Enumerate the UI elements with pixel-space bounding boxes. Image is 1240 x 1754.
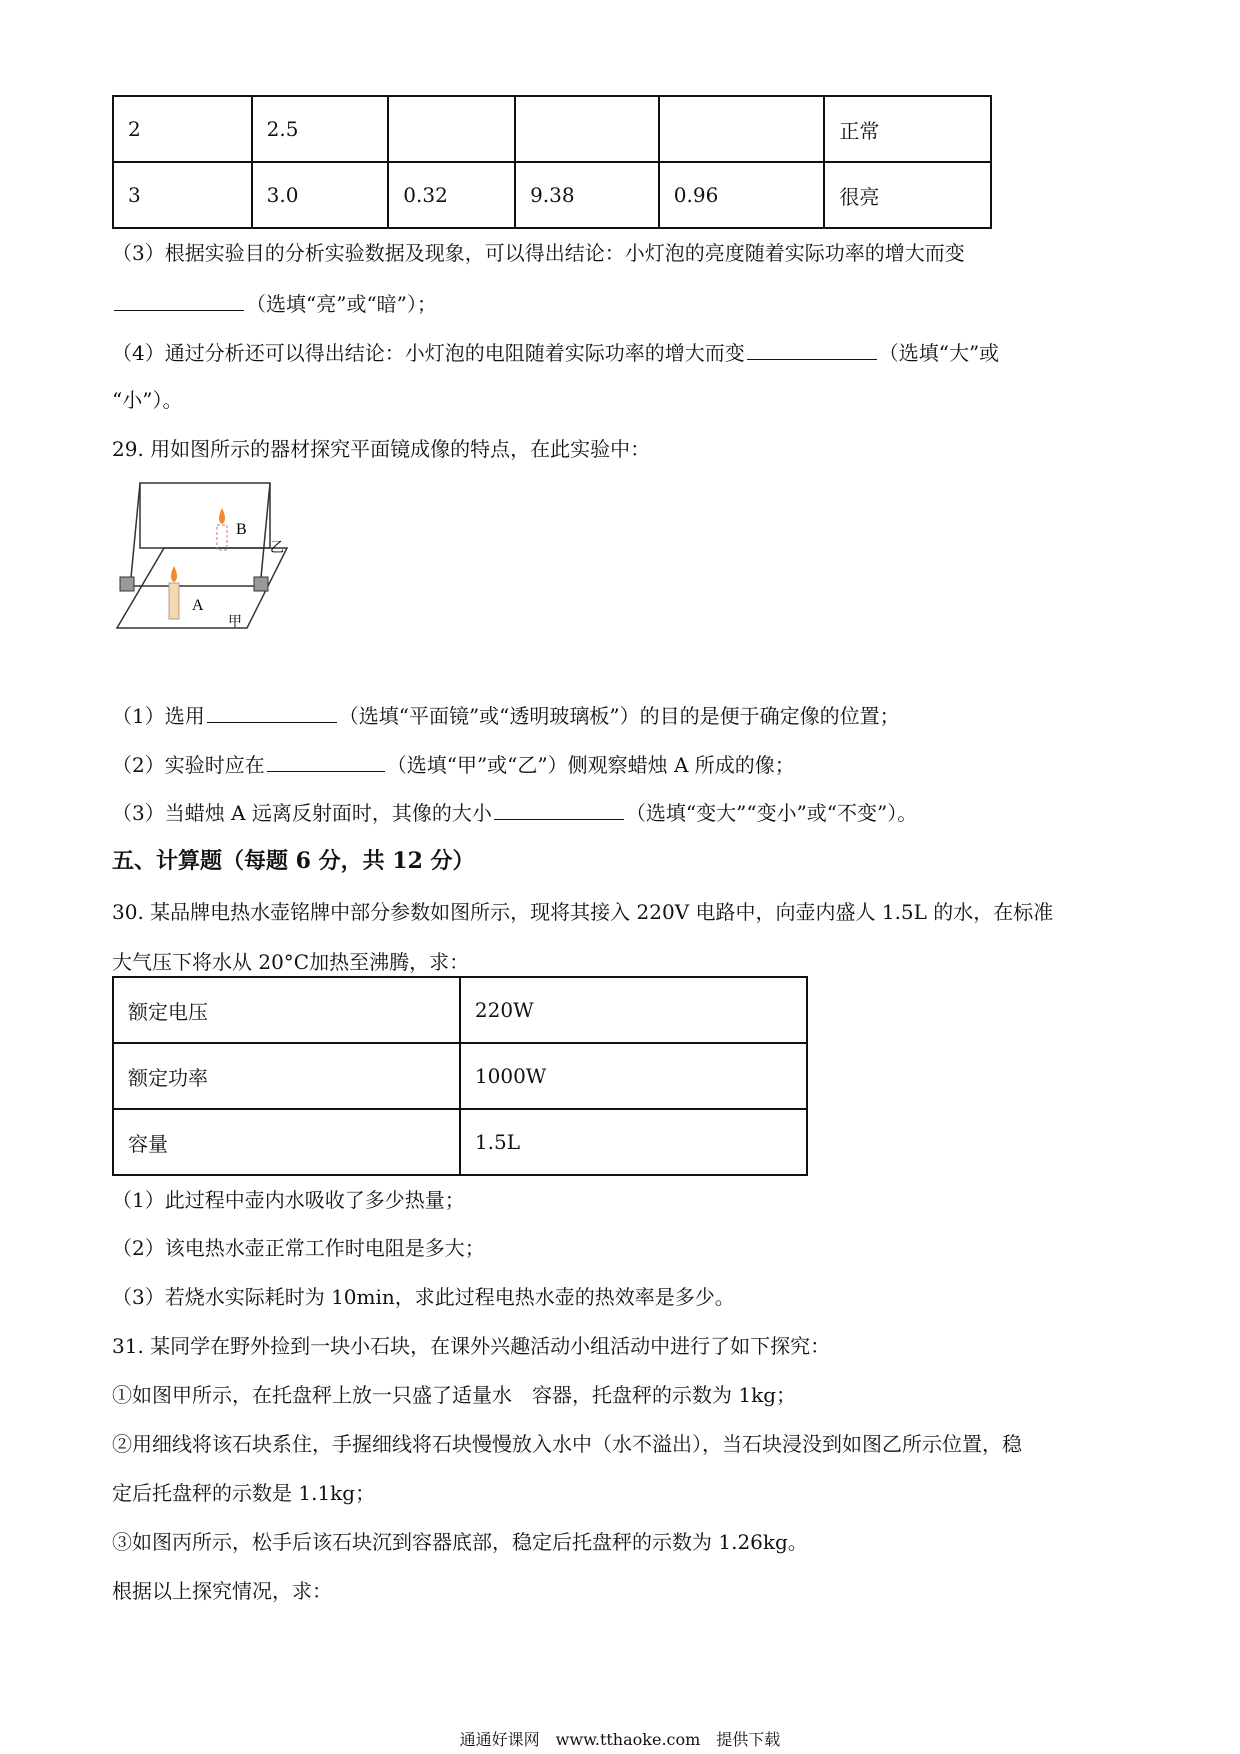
figure-label-jia: 甲	[228, 615, 242, 630]
q30-part2: （2）该电热水壶正常工作时电阻是多大；	[112, 1236, 485, 1260]
table-cell: 0.32	[388, 162, 515, 228]
figure-label-b: B	[236, 521, 247, 538]
q29-part1-hint: （选填“平面镜”或“透明玻璃板”）的目的是便于确定像的位置；	[338, 704, 900, 728]
candle-b	[217, 525, 227, 550]
page-footer: 通通好课网 www.tthaoke.com 提供下载	[459, 1730, 781, 1749]
q31-step1: ①如图甲所示，在托盘秤上放一只盛了适量水 容器，托盘秤的示数为 1kg；	[112, 1383, 797, 1407]
q29-part1-text: （1）选用	[112, 704, 205, 728]
answer-blank[interactable]	[747, 339, 877, 360]
q28-part4-line1	[112, 339, 999, 365]
table-cell: 3.0	[252, 162, 389, 228]
support-block-right	[254, 577, 268, 591]
q29-part2	[112, 751, 795, 777]
q30-part1: （1）此过程中壶内水吸收了多少热量；	[112, 1188, 465, 1212]
table-row	[113, 96, 991, 162]
table-cell: 额定功率	[113, 1043, 460, 1109]
table-row	[113, 1043, 807, 1109]
q29-part3-hint: （选填“变大”“变小”或“不变”）。	[625, 801, 918, 825]
table-cell: 2	[113, 96, 252, 162]
table-cell: 9.38	[515, 162, 659, 228]
figure-label-a: A	[192, 597, 204, 614]
q28-part4-hint: （选填“大”或	[878, 341, 1000, 365]
q31-step2-line2: 定后托盘秤的示数是 1.1kg；	[112, 1481, 376, 1505]
table-cell: 220W	[460, 977, 807, 1043]
q31-ask: 根据以上探究情况，求：	[112, 1579, 332, 1603]
q29-part2-text: （2）实验时应在	[112, 753, 265, 777]
q29-stem: 29. 用如图所示的器材探究平面镜成像的特点，在此实验中：	[112, 437, 651, 461]
table-cell: 容量	[113, 1109, 460, 1175]
q28-part3-hint: （选填“亮”或“暗”）；	[246, 292, 437, 316]
kettle-spec-table	[112, 976, 808, 1176]
table-cell: 额定电压	[113, 977, 460, 1043]
experiment-data-table	[112, 95, 992, 229]
table-cell	[388, 96, 515, 162]
answer-blank[interactable]	[267, 751, 385, 772]
table-cell: 3	[113, 162, 252, 228]
section-heading: 五、计算题（每题 6 分，共 12 分）	[112, 848, 475, 874]
q28-part4-text: （4）通过分析还可以得出结论：小灯泡的电阻随着实际功率的增大而变	[112, 341, 745, 365]
answer-blank[interactable]	[114, 290, 244, 311]
support-block-left	[120, 577, 134, 591]
q30-stem-line1: 30. 某品牌电热水壶铭牌中部分参数如图所示，现将其接入 220V 电路中，向壶内盛人 1.5L 的水，在标准	[112, 900, 1054, 924]
flame-icon	[171, 566, 177, 582]
table-row	[113, 977, 807, 1043]
glass-plate	[140, 483, 270, 548]
table-cell: 1.5L	[460, 1109, 807, 1175]
figure-label-yi: 乙	[270, 541, 284, 556]
q29-part3	[112, 799, 917, 825]
answer-blank[interactable]	[207, 702, 337, 723]
table-cell	[659, 96, 825, 162]
q30-stem-line2: 大气压下将水从 20°C加热至沸腾，求：	[112, 950, 470, 974]
plane-mirror-figure	[112, 478, 302, 638]
q31-step2-line1: ②用细线将该石块系住，手握细线将石块慢慢放入水中（水不溢出），当石块浸没到如图乙所示位置，稳	[112, 1432, 1022, 1456]
q29-part2-hint: （选填“甲”或“乙”）侧观察蜡烛 A 所成的像；	[386, 753, 795, 777]
candle-a	[169, 583, 179, 619]
table-row	[113, 1109, 807, 1175]
table-cell: 1000W	[460, 1043, 807, 1109]
table-cell: 很亮	[824, 162, 991, 228]
table-cell	[515, 96, 659, 162]
table-cell: 正常	[824, 96, 991, 162]
q28-part3-line1: （3）根据实验目的分析实验数据及现象，可以得出结论：小灯泡的亮度随着实际功率的增大而变	[112, 241, 965, 265]
table-cell: 0.96	[659, 162, 825, 228]
answer-blank[interactable]	[494, 799, 624, 820]
q30-part3: （3）若烧水实际耗时为 10min，求此过程电热水壶的热效率是多少。	[112, 1285, 735, 1309]
q29-part3-text: （3）当蜡烛 A 远离反射面时，其像的大小	[112, 801, 492, 825]
table-row	[113, 162, 991, 228]
q29-part1	[112, 702, 900, 728]
q28-part4-line2: “小”）。	[112, 388, 183, 412]
q31-stem: 31. 某同学在野外捡到一块小石块，在课外兴趣活动小组活动中进行了如下探究：	[112, 1334, 831, 1358]
flame-icon	[219, 508, 225, 524]
table-cell: 2.5	[252, 96, 389, 162]
q28-part3-line2	[112, 290, 437, 316]
q31-step3: ③如图丙所示，松手后该石块沉到容器底部，稳定后托盘秤的示数为 1.26kg。	[112, 1530, 808, 1554]
